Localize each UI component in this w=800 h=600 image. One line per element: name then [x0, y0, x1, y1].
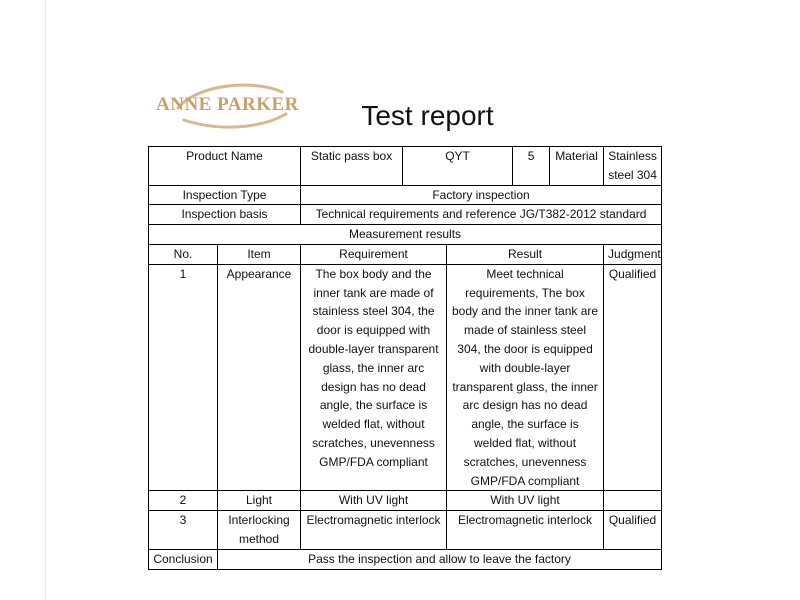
item-requirement: The box body and the inner tank are made of stainless steel 304, the door is equipped with double-layer transparent glass, the inner arc design has no dead angle, the surface is welded flat, without scratches, unevenness GMP/FDA compliant — [301, 264, 447, 491]
item-result: Meet technical requirements, The box body and the inner tank are made of stainless steel 304, the door is equipped with double-layer transparent glass, the inner arc design has no dead angle, the surface is welded flat, without scratches, unevenness GMP/FDA compliant — [447, 264, 604, 491]
column-header-item: Item — [218, 244, 301, 264]
inspection-type-value: Factory inspection — [301, 185, 662, 205]
qty-value: 5 — [513, 147, 550, 186]
item-requirement: With UV light — [301, 491, 447, 511]
product-name-label: Product Name — [149, 147, 301, 186]
product-row — [149, 147, 662, 186]
item-requirement: Electromagnetic interlock — [301, 511, 447, 550]
page-edge-line — [45, 0, 46, 600]
item-no: 2 — [149, 491, 218, 511]
conclusion-row — [149, 549, 662, 569]
inspection-type-label: Inspection Type — [149, 185, 301, 205]
item-no: 1 — [149, 264, 218, 491]
product-name-value: Static pass box — [301, 147, 403, 186]
item-judgment — [604, 491, 662, 511]
column-header-result: Result — [447, 244, 604, 264]
inspection-basis-value: Technical requirements and reference JG/T382-2012 standard — [301, 205, 662, 225]
anne-parker-logo — [150, 78, 315, 134]
conclusion-value: Pass the inspection and allow to leave the factory — [218, 549, 662, 569]
svg-text:ANNE PARKER: ANNE PARKER — [156, 94, 299, 115]
measurement-results-heading: Measurement results — [149, 225, 662, 245]
item-name: Interlocking method — [218, 511, 301, 550]
column-header-no: No. — [149, 244, 218, 264]
table-row — [149, 511, 662, 550]
item-result: Electromagnetic interlock — [447, 511, 604, 550]
item-name: Light — [218, 491, 301, 511]
column-header-judgment: Judgment — [604, 244, 662, 264]
column-header-requirement: Requirement — [301, 244, 447, 264]
report-title: Test report — [361, 100, 494, 131]
qty-label: QYT — [403, 147, 513, 186]
test-report-table — [148, 146, 662, 570]
inspection-basis-label: Inspection basis — [149, 205, 301, 225]
item-judgment: Qualified — [604, 511, 662, 550]
item-no: 3 — [149, 511, 218, 550]
inspection-basis-row — [149, 205, 662, 225]
column-header-row — [149, 244, 662, 264]
item-result: With UV light — [447, 491, 604, 511]
material-value: Stainless steel 304 — [604, 147, 662, 186]
table-row — [149, 491, 662, 511]
item-name: Appearance — [218, 264, 301, 491]
conclusion-label: Conclusion — [149, 549, 218, 569]
measurement-results-row — [149, 225, 662, 245]
table-row — [149, 264, 662, 491]
item-judgment: Qualified — [604, 264, 662, 491]
inspection-type-row — [149, 185, 662, 205]
material-label: Material — [550, 147, 604, 186]
